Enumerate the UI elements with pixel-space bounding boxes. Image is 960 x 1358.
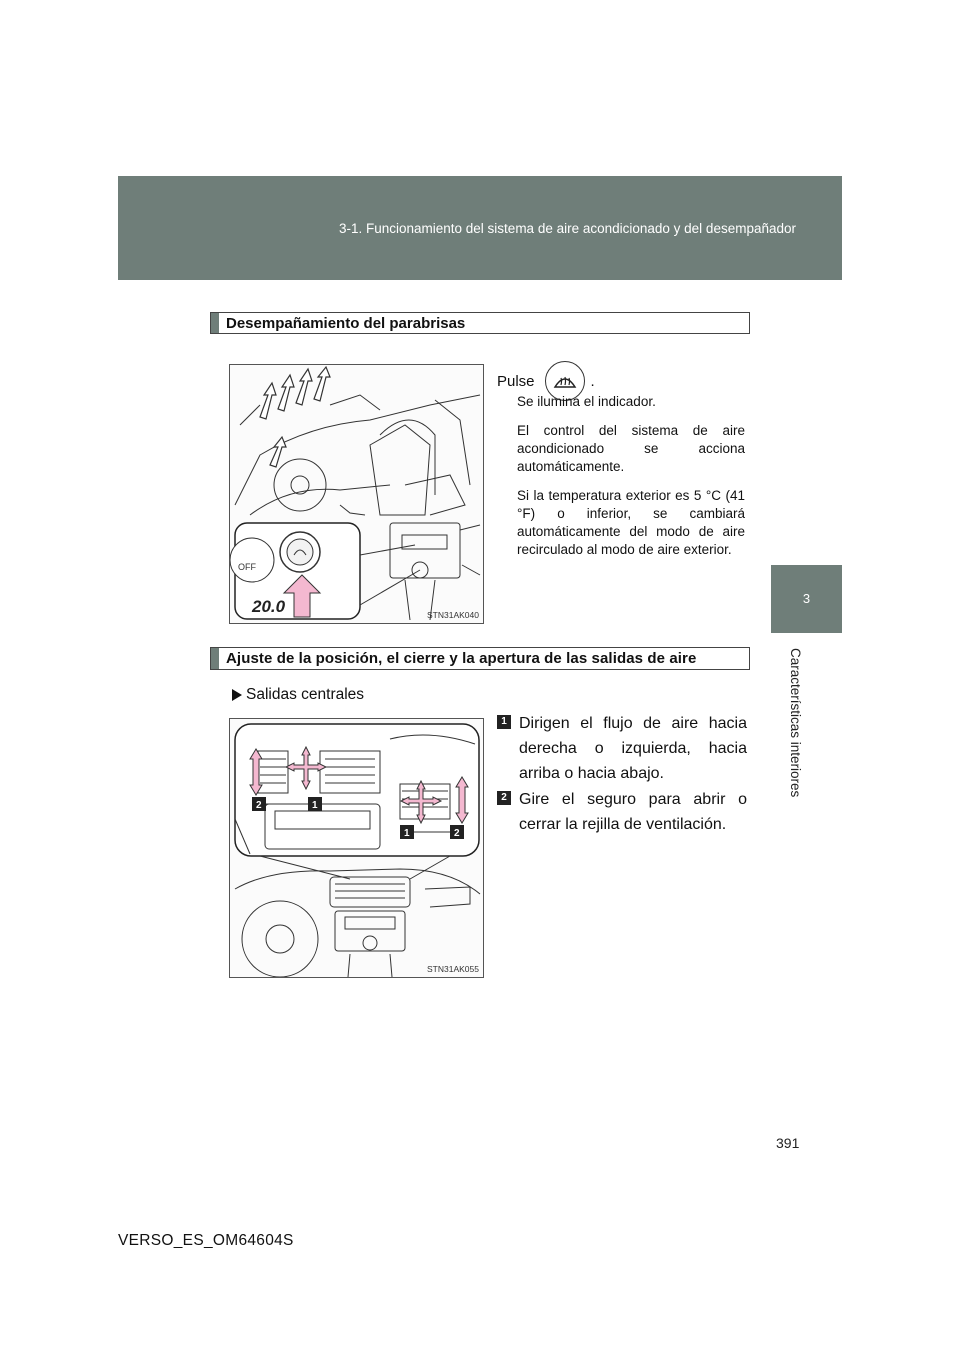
header-band [118,176,842,280]
note-auto-control: El control del sistema de aire acondicionado se acciona automáticamente. [517,423,745,474]
step-2-badge: 2 [497,791,511,805]
section-title-vents: Ajuste de la posición, el cierre y la apertura de las salidas de aire [226,650,697,667]
step-1 [497,711,747,786]
subheading-center-vents [232,686,364,704]
display-readout: 20.0 [252,597,286,616]
section-heading-vents [210,647,750,670]
callout-1-left: 1 [312,800,318,811]
chapter-side-label-wrap [788,648,808,858]
chapter-side-label: Características interiores [788,648,803,798]
chapter-tab [771,565,842,633]
windshield-defog-icon [551,367,579,395]
pulse-label: Pulse [497,372,535,390]
figure-code-defog: STN31AK040 [427,610,479,620]
pulse-period: . [590,372,595,390]
subheading-text: Salidas centrales [246,686,365,703]
defog-illustration-svg [230,365,484,624]
figure-defog-illustration [229,364,484,624]
document-code: VERSO_ES_OM64604S [118,1232,294,1249]
step-1-text: Dirigen el flujo de aire hacia derecha o izquierda, hacia arriba o hacia abajo. [519,715,747,782]
figure-code-vents: STN31AK055 [427,964,479,974]
section-accent [211,313,219,333]
note-indicator: Se ilumina el indicador. [517,394,656,409]
triangle-bullet-icon [232,689,242,701]
section-heading-defog [210,312,750,334]
vents-illustration-svg [230,719,484,978]
step-2-text: Gire el seguro para abrir o cerrar la rejilla de ventilación. [519,791,747,833]
callout-1-right: 1 [404,828,410,839]
step-1-badge: 1 [497,715,511,729]
chapter-title: 3-1. Funcionamiento del sistema de aire acondicionado y del desempañador [338,221,796,236]
section-accent [211,648,219,669]
off-label: OFF [238,562,256,572]
callout-2-left: 2 [256,800,262,811]
figure-vents-illustration [229,718,484,978]
callout-2-right: 2 [454,828,460,839]
page-number: 391 [776,1135,800,1151]
step-2 [497,787,747,837]
chapter-tab-number: 3 [802,591,811,606]
note-outside-temp: Si la temperatura exterior es 5 °C (41 °F) o inferior, se cambiará automáticamente del modo de aire recirculado al modo de aire exterior. [517,488,745,557]
section-title-defog: Desempañamiento del parabrisas [226,315,466,332]
